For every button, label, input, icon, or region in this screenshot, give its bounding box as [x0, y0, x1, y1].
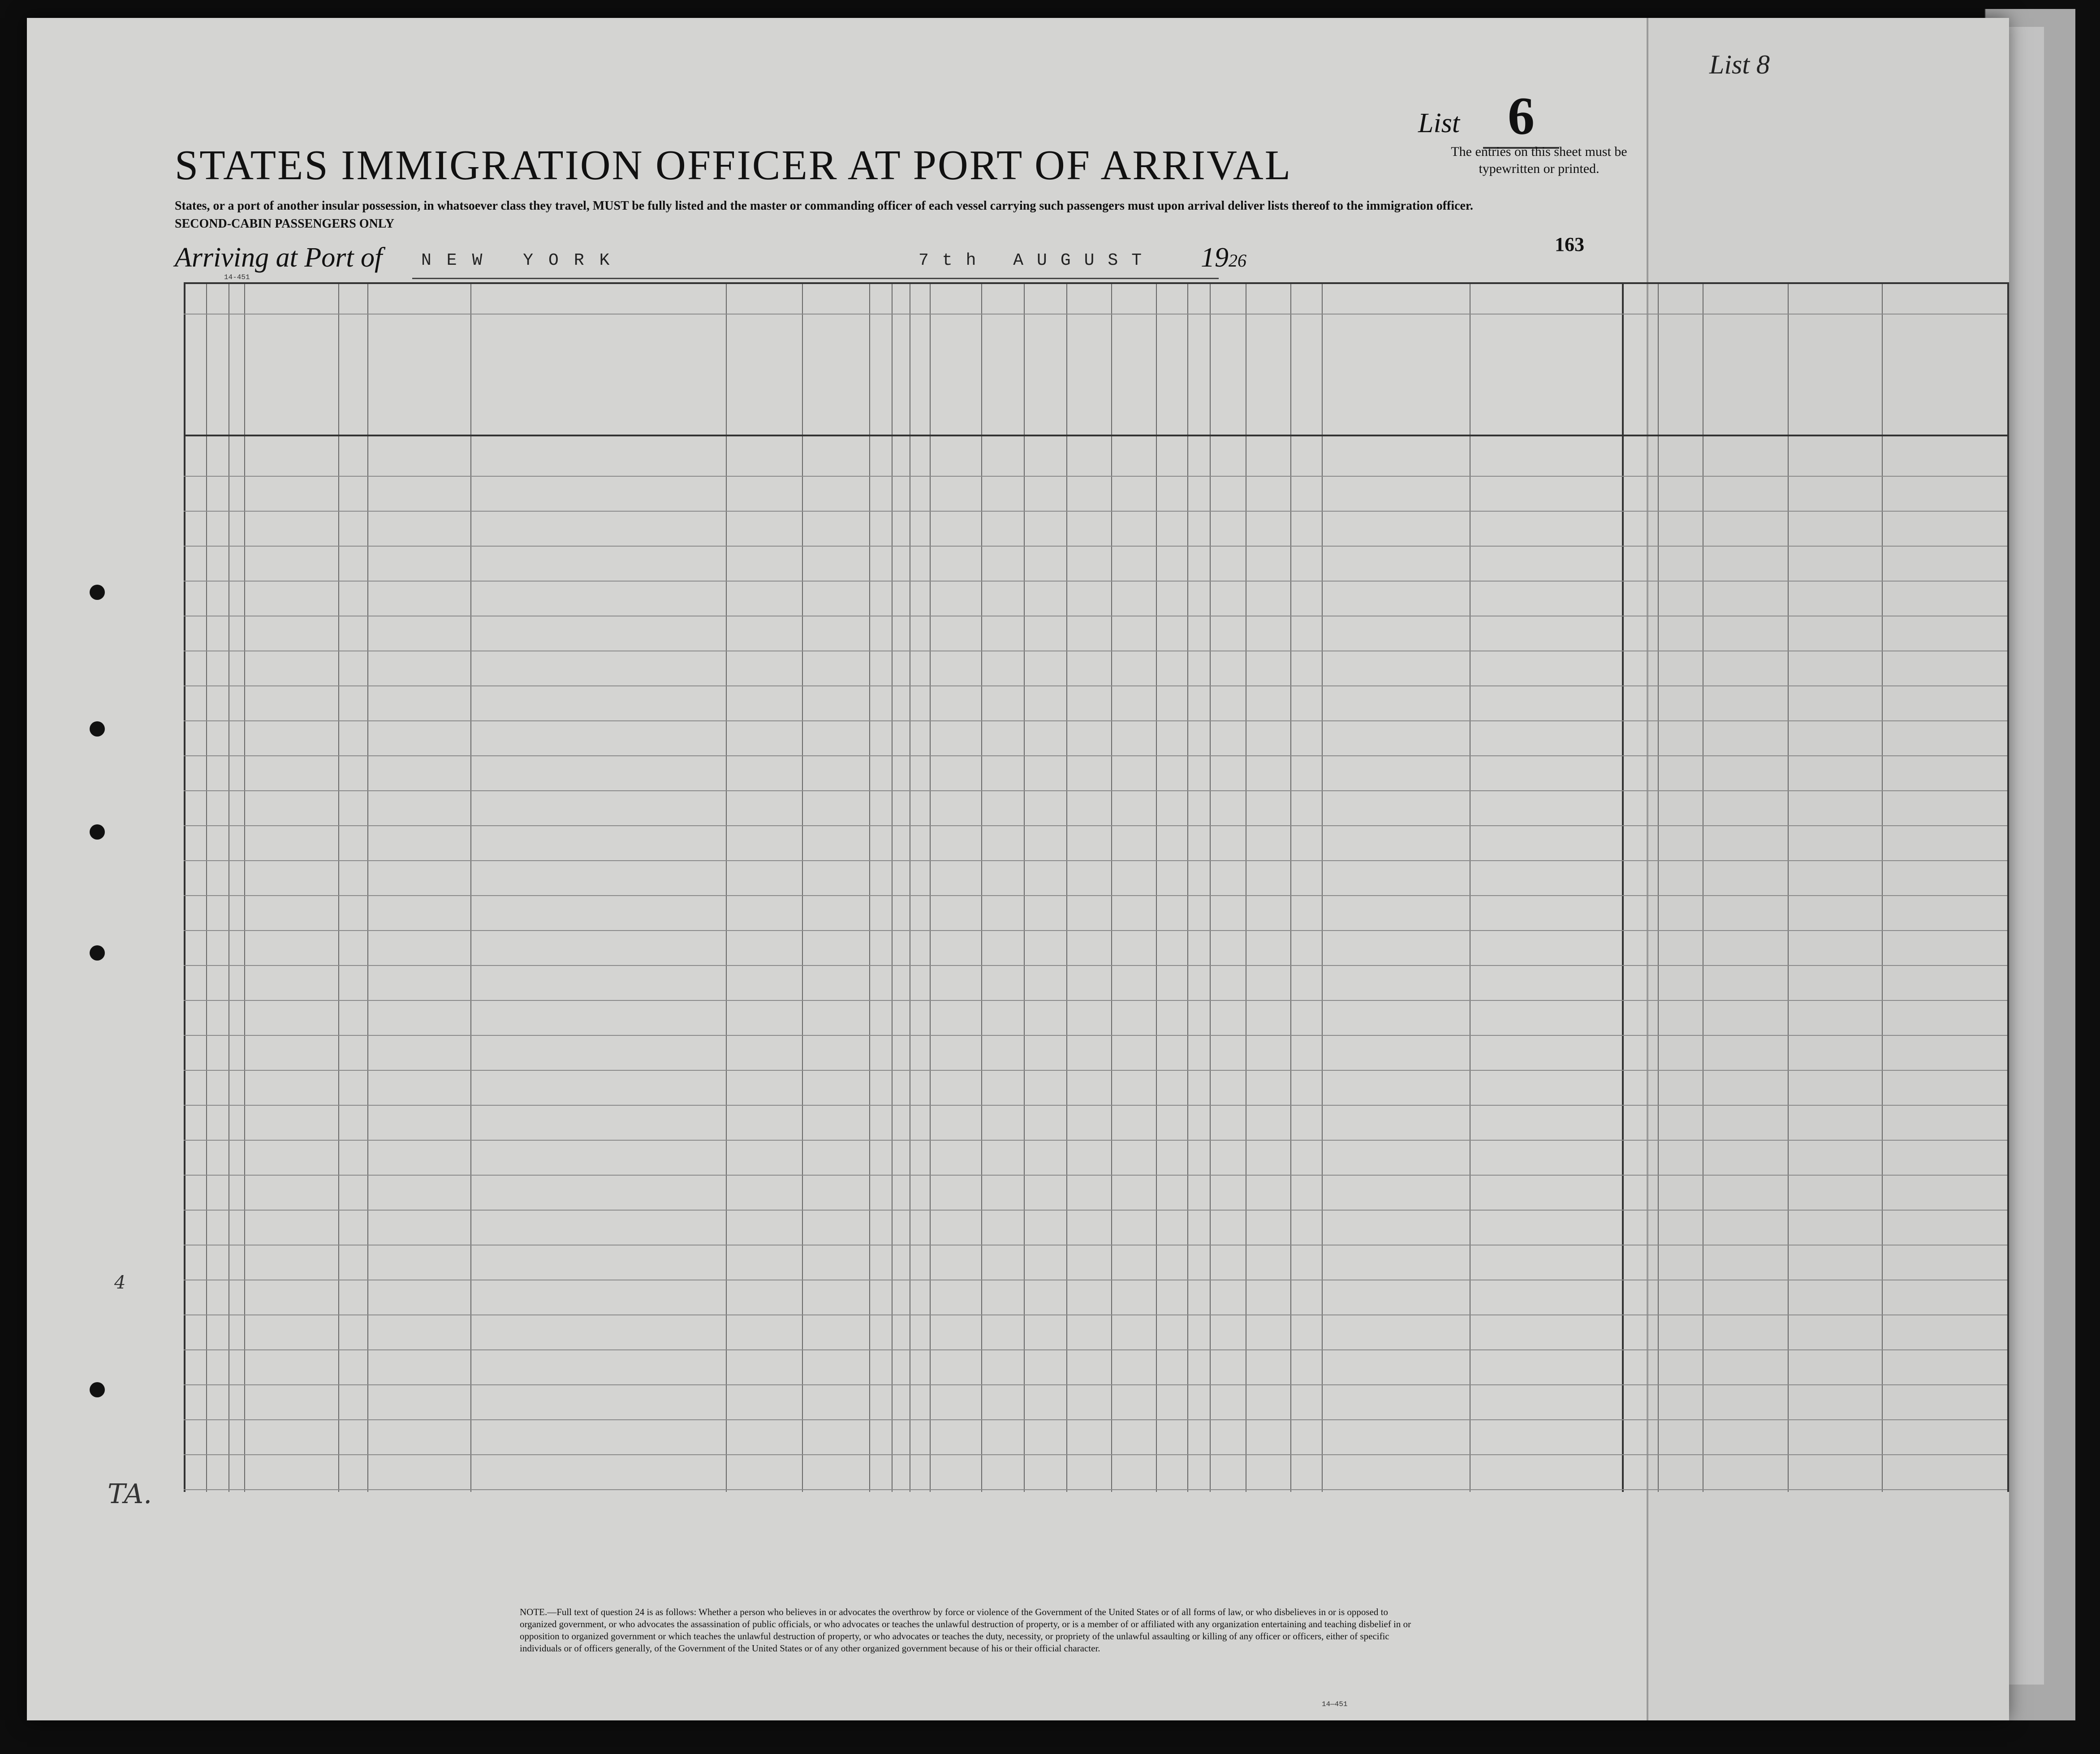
row-rule: [184, 755, 2007, 756]
row-rule: [184, 1175, 2007, 1176]
row-rule: [184, 1384, 2007, 1385]
row-rule: [184, 1454, 2007, 1455]
row-rule: [184, 1000, 2007, 1001]
row-rule: [184, 546, 2007, 547]
manifest-table: [184, 282, 2012, 1523]
row-rule: [184, 1419, 2007, 1420]
instructions-cabin-note: SECOND-CABIN PASSENGERS ONLY: [175, 217, 395, 231]
column-divider: [1187, 282, 1188, 1492]
header-polygamist: [871, 318, 889, 430]
column-divider: [1111, 282, 1112, 1492]
row-rule: [184, 1489, 2007, 1490]
header-money: [339, 318, 366, 430]
manifest-page: [27, 18, 2007, 1720]
row-rule: [184, 825, 2007, 826]
row-rule: [184, 1105, 2007, 1106]
header-q25: [983, 318, 1022, 430]
row-rule: [184, 720, 2007, 721]
column-divider: [1788, 282, 1789, 1492]
binder-hole: [90, 824, 105, 840]
column-divider: [1322, 282, 1323, 1492]
header-q24: [912, 318, 979, 430]
column-divider: [2007, 282, 2009, 1492]
header-anarchist: [894, 318, 908, 430]
arriving-year: [1201, 242, 1246, 274]
binder-hole: [90, 585, 105, 600]
header-rule: [184, 314, 2007, 315]
column-divider: [338, 282, 339, 1492]
row-rule: [184, 1210, 2007, 1211]
arriving-label: Arriving at Port of: [175, 242, 383, 273]
column-divider: [1622, 282, 1624, 1492]
column-divider: [930, 282, 931, 1492]
header-rule: [184, 435, 2007, 436]
form-code: 14-451: [224, 273, 250, 281]
header-prison: [804, 318, 867, 430]
row-rule: [184, 1035, 2007, 1036]
arriving-date: 7th AUGUST: [918, 251, 1156, 270]
header-deported: [1026, 318, 1064, 430]
row-rule: [184, 1070, 2007, 1071]
row-rule: [184, 1314, 2007, 1315]
header-citizen: [780, 349, 801, 430]
header-length: [755, 349, 776, 430]
column-divider: [367, 282, 368, 1492]
column-divider: [470, 282, 471, 1492]
binder-hole: [90, 945, 105, 961]
header-rule: [184, 282, 2007, 284]
arriving-underline: [412, 278, 1219, 279]
column-divider: [1290, 282, 1291, 1492]
row-rule: [184, 930, 2007, 931]
column-divider: [206, 282, 207, 1492]
row-rule: [184, 685, 2007, 686]
column-divider: [726, 282, 727, 1492]
binder-hole: [90, 1382, 105, 1397]
column-divider: [184, 282, 185, 1492]
column-divider: [1024, 282, 1025, 1492]
column-divider: [869, 282, 870, 1492]
column-divider: [1658, 282, 1659, 1492]
instructions-line: States, or a port of another insular possession, in whatsoever class they travel, MUST be fully listed and the master or commanding officer of each vessel carrying such passengers must upon arrival deliver lists thereof to the immigration officer.: [175, 199, 1473, 213]
year-prefix: 19: [1201, 242, 1229, 273]
header-ticket: [207, 318, 228, 430]
row-rule: [184, 511, 2007, 512]
arriving-port: NEW YORK: [421, 251, 625, 270]
footer-note: NOTE.—Full text of question 24 is as follows: Whether a person who believes in or advocates the overthrow by force or violence of the Government of the United States or of all forms of law, or who disbelieves in or is opposed to organized government, or who advocates the assassination of public officials, or who advocates or teaches the unlawful destruction of property, or is a member of or affiliated with any organization entertaining and teaching disbelief in or opposition to organized government or which teaches the unlawful destruction of property, or who advocates or teaches the duty, necessity, or propriety of the unlawful assaulting or killing of any officer or officers, either of specific individuals or of officers generally, of the Government of the United States or of any other organized government because of his or their official character.: [520, 1607, 1411, 1654]
column-divider: [244, 282, 245, 1492]
list-label: List: [1418, 108, 1460, 138]
year-suffix: 26: [1229, 250, 1246, 271]
row-rule: [184, 965, 2007, 966]
row-rule: [184, 1349, 2007, 1350]
entries-note: The entries on this sheet must be typewritten or printed.: [1451, 144, 1627, 176]
column-divider: [1882, 282, 1883, 1492]
row-rule: [184, 860, 2007, 861]
column-divider: [1066, 282, 1067, 1492]
row-rule: [184, 581, 2007, 582]
binder-hole: [90, 721, 105, 737]
column-divider: [802, 282, 803, 1492]
header-return: [730, 349, 752, 430]
column-divider: [981, 282, 982, 1492]
footer-code: 14—451: [1322, 1700, 1348, 1708]
list-number: 6: [1483, 85, 1559, 149]
page-title: STATES IMMIGRATION OFFICER AT PORT OF ARRIVAL: [175, 142, 1292, 189]
row-rule: [184, 790, 2007, 791]
column-divider: [1156, 282, 1157, 1492]
column-divider: [1210, 282, 1211, 1492]
column-divider: [892, 282, 893, 1492]
margin-ta: TA.: [108, 1478, 152, 1510]
row-rule: [184, 895, 2007, 896]
margin-four: 4: [114, 1272, 126, 1293]
instructions: [175, 197, 1631, 233]
row-rule: [184, 476, 2007, 477]
row-rule: [184, 1140, 2007, 1141]
list-number-alt: List 8: [1709, 50, 1770, 79]
sheet-number: 163: [1555, 233, 1584, 255]
